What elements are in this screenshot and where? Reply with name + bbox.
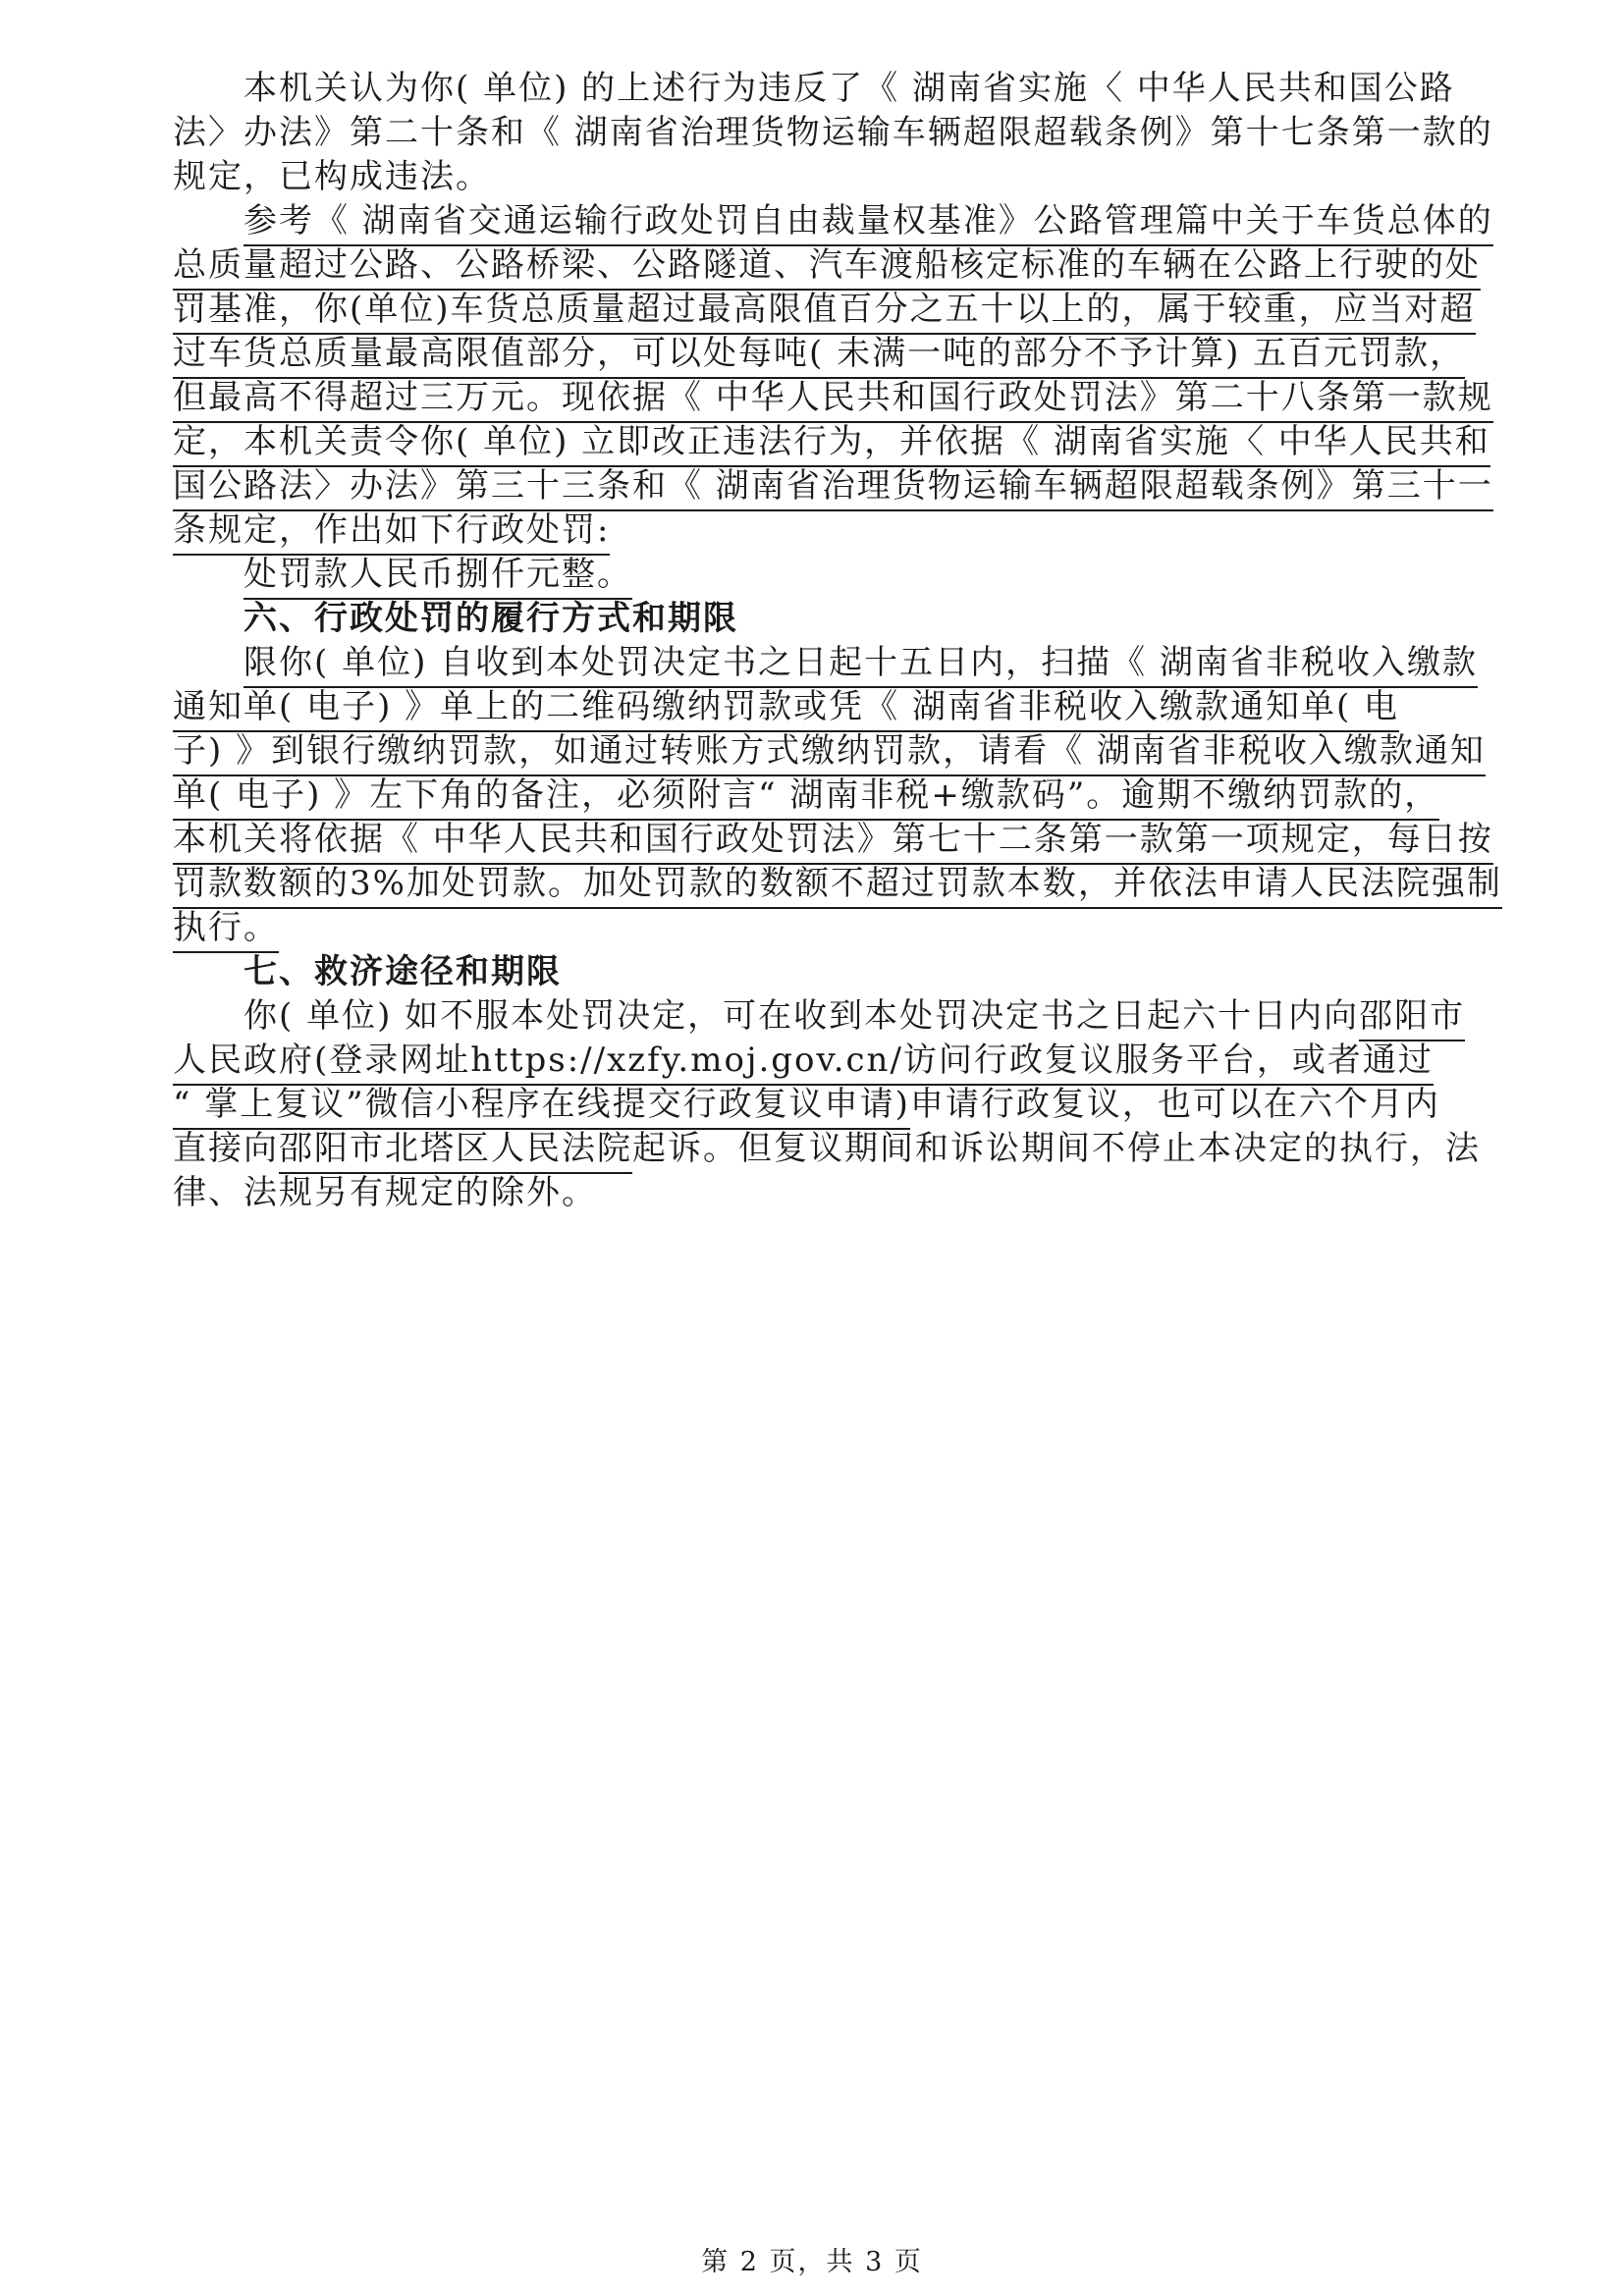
paragraph-line: 罚基准，你(单位)车货总质量超过最高限值百分之五十以上的，属于较重，应当对超	[173, 288, 1476, 331]
page-footer: 第 2 页，共 3 页	[701, 2247, 923, 2277]
paragraph-line: 本机关认为你( 单位) 的上述行为违反了《 湖南省实施〈 中华人民共和国公路	[244, 69, 1455, 108]
paragraph-line: 罚款数额的3%加处罚款。加处罚款的数额不超过罚款本数，并依法申请人民法院强制	[173, 862, 1502, 905]
section-heading: 七、救济途径和期限	[244, 952, 562, 991]
paragraph-line: 执行。	[173, 906, 279, 949]
paragraph-line: 子) 》到银行缴纳罚款，如通过转账方式缴纳罚款，请看《 湖南省非税收入缴款通知	[173, 729, 1486, 773]
paragraph-line: 法〉办法》第二十条和《 湖南省治理货物运输车辆超限超载条例》第十七条第一款的	[173, 113, 1493, 152]
paragraph-line: 规定，已构成违法。	[173, 157, 491, 196]
paragraph-line: 参考《 湖南省交通运输行政处罚自由裁量权基准》公路管理篇中关于车货总体的	[244, 199, 1493, 242]
penalty-line: 处罚款人民币捌仟元整。	[244, 553, 632, 596]
paragraph-line: 条规定，作出如下行政处罚:	[173, 508, 610, 552]
paragraph-line: 通知单( 电子) 》单上的二维码缴纳罚款或凭《 湖南省非税收入缴款通知单( 电	[173, 685, 1399, 728]
section-heading: 六、行政处罚的履行方式和期限	[244, 599, 738, 638]
paragraph-line: 律、法规另有规定的除外。	[173, 1173, 597, 1212]
paragraph-line: 单( 电子) 》左下角的备注，必须附言“ 湖南非税+缴款码”。逾期不缴纳罚款的，	[173, 774, 1439, 817]
paragraph-line: 总质量超过公路、公路桥梁、公路隧道、汽车渡船核定标准的车辆在公路上行驶的处	[173, 243, 1481, 287]
paragraph-line: 人民政府(登录网址https://xzfy.moj.gov.cn/访问行政复议服务平台，或者通过	[173, 1039, 1434, 1082]
paragraph-line: 限你( 单位) 自收到本处罚决定书之日起十五日内，扫描《 湖南省非税收入缴款	[244, 641, 1478, 684]
paragraph-line: 定，本机关责令你( 单位) 立即改正违法行为，并依据《 湖南省实施〈 中华人民共和	[173, 420, 1490, 463]
paragraph-line: 但最高不得超过三万元。现依据《 中华人民共和国行政处罚法》第二十八条第一款规	[173, 376, 1493, 419]
paragraph-line: 直接向邵阳市北塔区人民法院起诉。但复议期间和诉讼期间不停止本决定的执行，法	[173, 1127, 1481, 1170]
paragraph-line: 你( 单位) 如不服本处罚决定，可在收到本处罚决定书之日起六十日内向邵阳市	[244, 994, 1465, 1038]
paragraph-line: 本机关将依据《 中华人民共和国行政处罚法》第七十二条第一款第一项规定，每日按	[173, 818, 1493, 861]
paragraph-line: 国公路法〉办法》第三十三条和《 湖南省治理货物运输车辆超限超载条例》第三十一	[173, 464, 1493, 507]
paragraph-line: 过车货总质量最高限值部分，可以处每吨( 未满一吨的部分不予计算) 五百元罚款，	[173, 332, 1465, 375]
paragraph-line: “ 掌上复议”微信小程序在线提交行政复议申请)申请行政复议，也可以在六个月内	[173, 1083, 1440, 1126]
